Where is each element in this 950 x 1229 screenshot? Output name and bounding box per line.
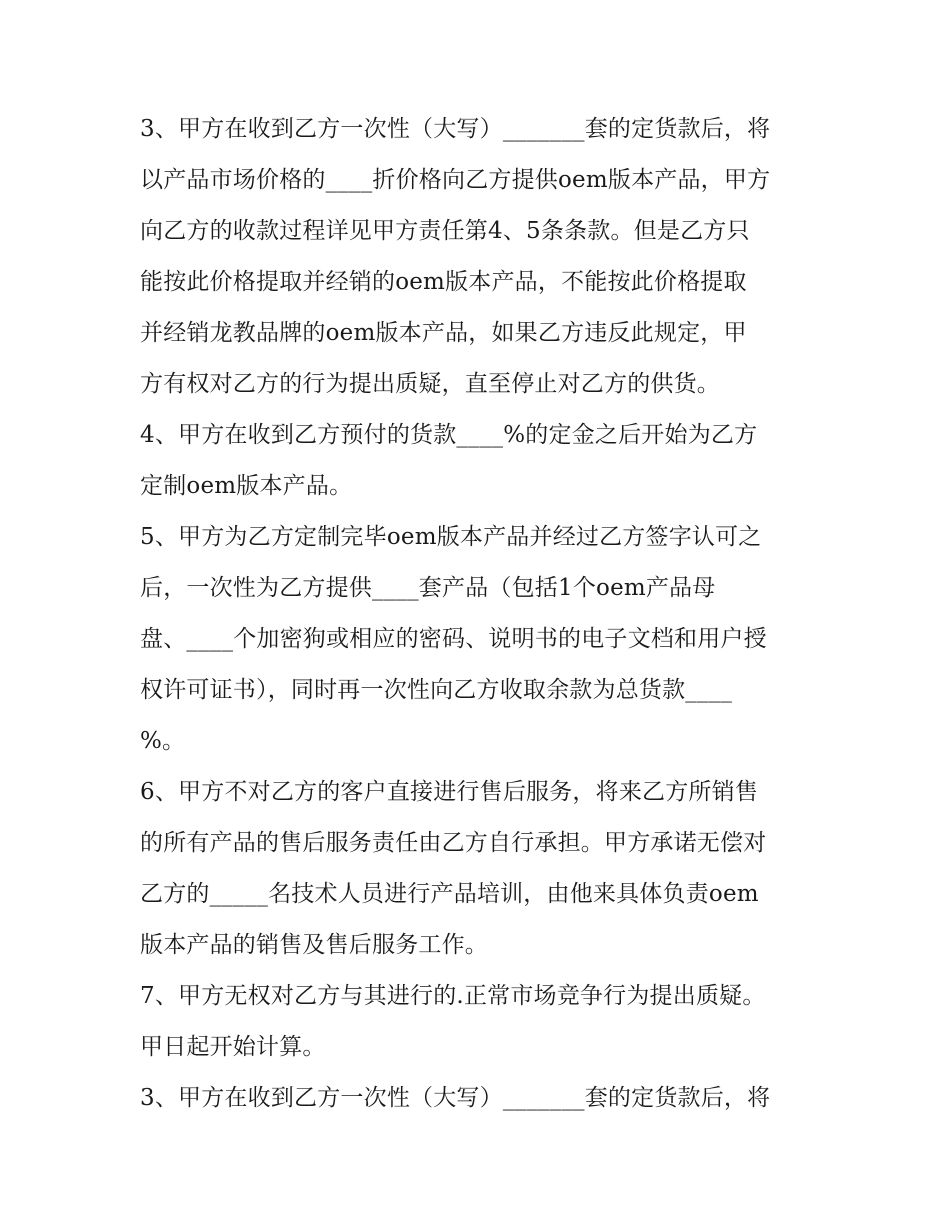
text-line-19: 甲日起开始计算。 xyxy=(140,1034,326,1060)
text-line-6: 方有权对乙方的行为提出质疑，直至停止对乙方的供货。 xyxy=(140,371,720,397)
text-line-10: 后，一次性为乙方提供____套产品（包括1个oem产品母 xyxy=(140,575,716,601)
text-line-9: 5、甲方为乙方定制完毕oem版本产品并经过乙方签字认可之 xyxy=(140,524,762,550)
text-line-20: 3、甲方在收到乙方一次性（大写）_______套的定货款后，将 xyxy=(140,1085,771,1111)
text-line-2: 以产品市场价格的____折价格向乙方提供oem版本产品，甲方 xyxy=(140,167,771,193)
text-line-17: 版本产品的销售及售后服务工作。 xyxy=(140,932,488,958)
text-line-1: 3、甲方在收到乙方一次性（大写）_______套的定货款后，将 xyxy=(140,116,771,142)
text-line-5: 并经销龙教品牌的oem版本产品，如果乙方违反此规定，甲 xyxy=(140,320,747,346)
text-line-7: 4、甲方在收到乙方预付的货款____%的定金之后开始为乙方 xyxy=(140,422,758,448)
text-line-15: 的所有产品的售后服务责任由乙方自行承担。甲方承诺无偿对 xyxy=(140,830,767,856)
text-line-12: 权许可证书），同时再一次性向乙方收取余款为总货款____ xyxy=(140,677,733,703)
text-line-13: %。 xyxy=(140,728,186,754)
text-line-4: 能按此价格提取并经销的oem版本产品，不能按此价格提取 xyxy=(140,269,747,295)
text-line-16: 乙方的_____名技术人员进行产品培训，由他来具体负责oem xyxy=(140,881,759,907)
text-line-14: 6、甲方不对乙方的客户直接进行售后服务，将来乙方所销售 xyxy=(140,779,759,805)
document-body xyxy=(140,104,820,1124)
text-line-8: 定制oem版本产品。 xyxy=(140,473,353,499)
text-line-3: 向乙方的收款过程详见甲方责任第4、5条条款。但是乙方只 xyxy=(140,218,750,244)
text-line-11: 盘、____个加密狗或相应的密码、说明书的电子文档和用户授 xyxy=(140,626,767,652)
text-line-18: 7、甲方无权对乙方与其进行的.正常市场竞争行为提出质疑。 xyxy=(140,983,766,1009)
